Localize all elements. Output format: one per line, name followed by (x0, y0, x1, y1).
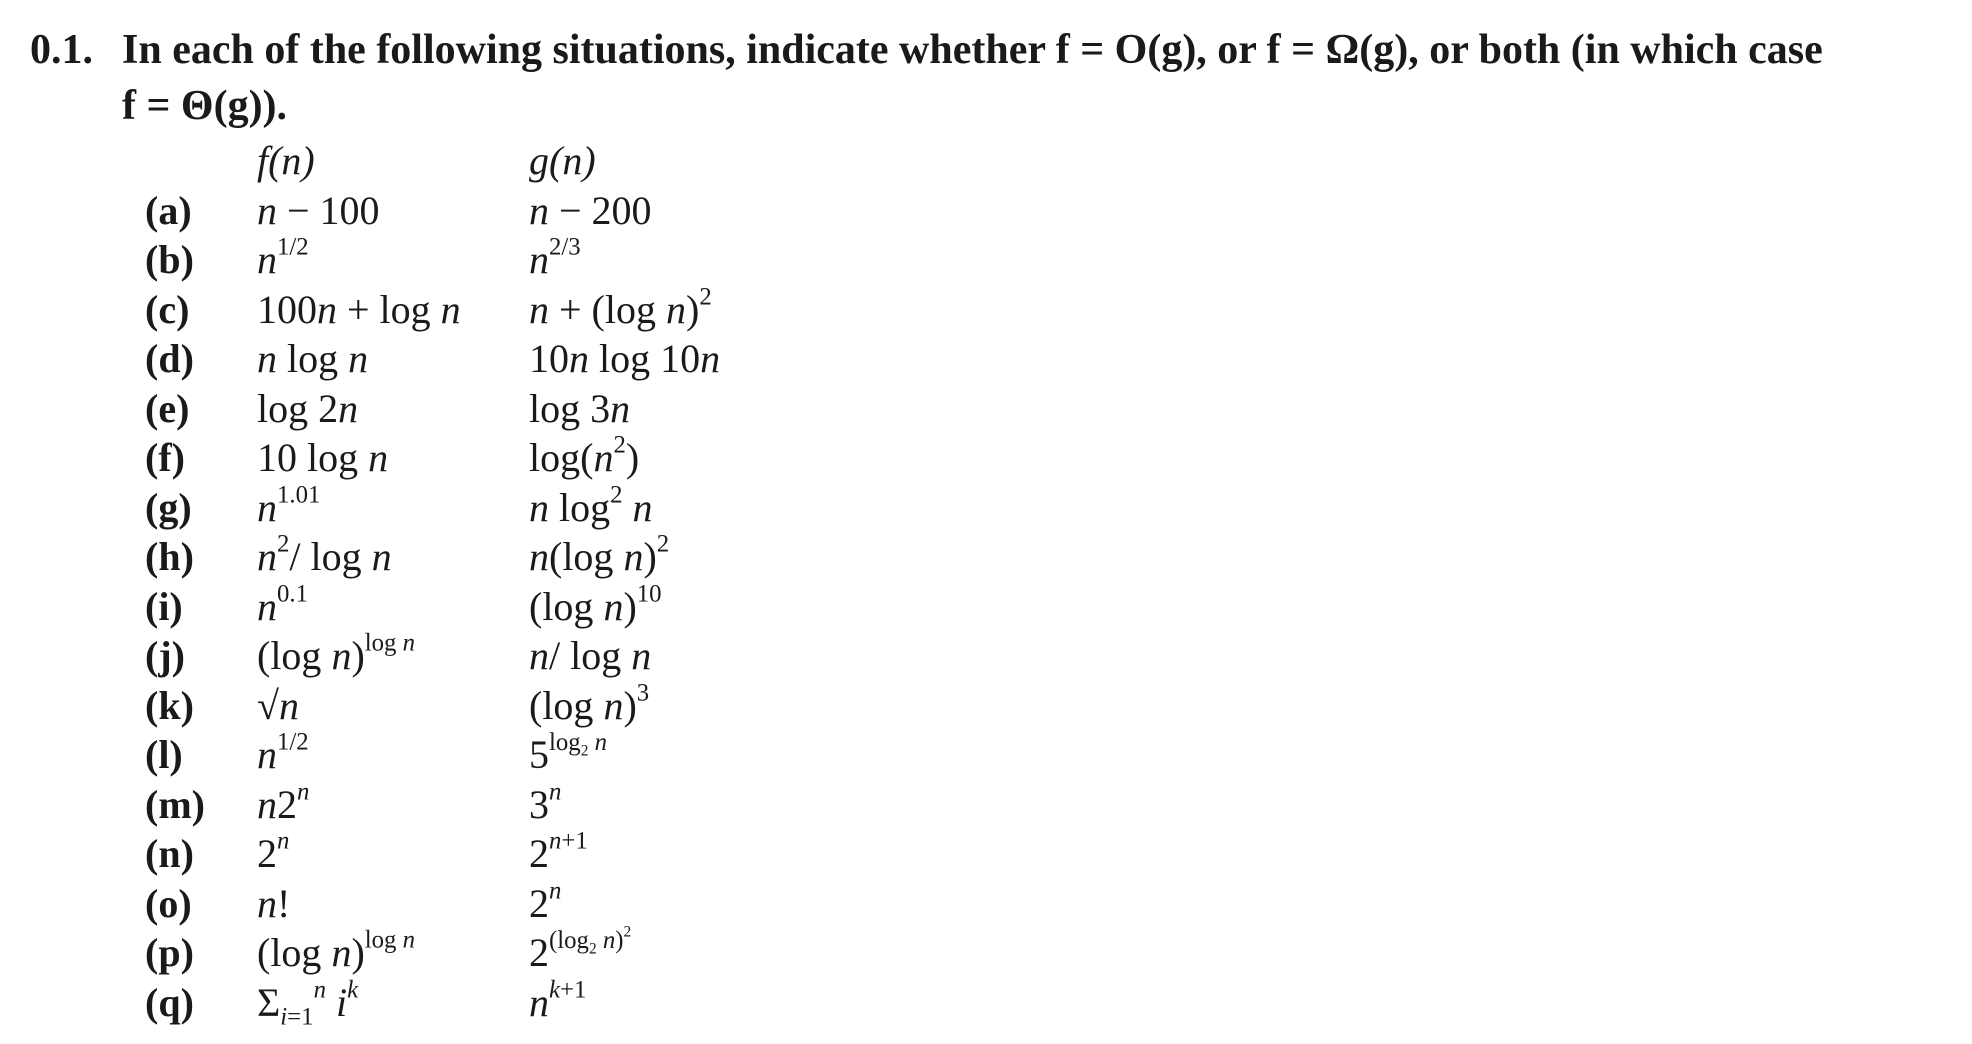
table-row (145, 532, 829, 582)
header-f: f(n) (257, 138, 315, 184)
problem-statement-line2: f = Θ(g)). (122, 83, 288, 129)
g-expression: 3$^n$ (529, 778, 562, 827)
g-expression: 10n log 10n (529, 336, 721, 382)
row-label: (i) (145, 583, 183, 629)
f-expression: $\Sigma_{i=1}^n$ $i^k$ (257, 976, 359, 1031)
g-expression: (log n)$^{10}$ (529, 580, 662, 629)
function-pairs-table (145, 136, 829, 1031)
table-row (145, 433, 829, 483)
g-expression: $n^{2/3}$ (529, 233, 581, 283)
f-expression: n log n (257, 336, 369, 382)
table-row (145, 829, 829, 879)
f-expression: n2$^n$ (257, 778, 310, 827)
table-row (145, 334, 829, 384)
g-expression: $5^{log_2 n}$ (529, 728, 607, 778)
row-label: (c) (145, 286, 190, 332)
problem-statement-line1: In each of the following situations, indicate whether f = O(g), or f = Ω(g), or both (in which case (122, 27, 1823, 73)
table-body (145, 186, 829, 1031)
f-expression: $n^{0.1}$ (257, 580, 308, 629)
table-row (145, 879, 829, 929)
f-expression: $n^{1/2}$ (257, 233, 309, 283)
table-header-row (145, 136, 829, 186)
f-expression: (log n)$^{log n}$ (257, 926, 416, 976)
table-row (145, 384, 829, 434)
table-row (145, 285, 829, 335)
g-expression: $\log(n^2)$ (529, 431, 640, 481)
problem-statement (30, 22, 1950, 134)
table-row (145, 780, 829, 830)
row-label: (o) (145, 880, 192, 926)
row-label: (b) (145, 237, 194, 283)
table-row (145, 631, 829, 681)
table-row (145, 681, 829, 731)
row-label: (l) (145, 732, 183, 778)
g-expression: n + (log n)$^2$ (529, 283, 712, 332)
table-row (145, 978, 829, 1028)
g-expression: $2^{(log_2 n)^2}$ (529, 923, 632, 976)
f-expression: 10 log n (257, 435, 389, 481)
f-expression: (log n)$^{log n}$ (257, 629, 416, 679)
g-expression: n/ log n (529, 633, 652, 679)
row-label: (m) (145, 781, 205, 827)
row-label: (a) (145, 187, 192, 233)
problem-number: 0.1. (30, 27, 93, 73)
row-label: (k) (145, 682, 194, 728)
table-row (145, 730, 829, 780)
problem-0-1 (30, 22, 1950, 134)
row-label: (p) (145, 930, 194, 976)
row-label: (h) (145, 534, 194, 580)
g-expression: 2$^n$ (529, 877, 562, 926)
table-row (145, 186, 829, 236)
f-expression: n − 100 (257, 187, 380, 233)
f-expression: 2$^n$ (257, 827, 290, 877)
table-row (145, 235, 829, 285)
f-expression: $n^{1/2}$ (257, 728, 309, 778)
f-expression: √n (257, 682, 299, 728)
row-label: (q) (145, 979, 194, 1025)
table-row (145, 483, 829, 533)
row-label: (j) (145, 633, 185, 679)
f-expression: $n^{1.01}$ (257, 481, 321, 530)
g-expression: (log n)$^3$ (529, 679, 650, 728)
g-expression: n − 200 (529, 187, 652, 233)
f-expression: log 2n (257, 385, 359, 431)
g-expression: n(log n)$^2$ (529, 530, 670, 580)
table-row (145, 582, 829, 632)
g-expression: $2^{n+1}$ (529, 827, 588, 877)
row-label: (n) (145, 831, 194, 877)
g-expression: log 3n (529, 385, 631, 431)
f-expression: $n^2/$ log n (257, 530, 392, 580)
table-row (145, 928, 829, 978)
row-label: (g) (145, 484, 192, 530)
f-expression: 100n + log n (257, 286, 461, 332)
f-expression: n! (257, 880, 291, 926)
row-label: (e) (145, 385, 190, 431)
row-label: (d) (145, 336, 194, 382)
g-expression: $n^{k+1}$ (529, 976, 587, 1025)
g-expression: n $\log^2 n$ (529, 481, 653, 530)
row-label: (f) (145, 435, 185, 481)
header-g: g(n) (529, 138, 596, 184)
